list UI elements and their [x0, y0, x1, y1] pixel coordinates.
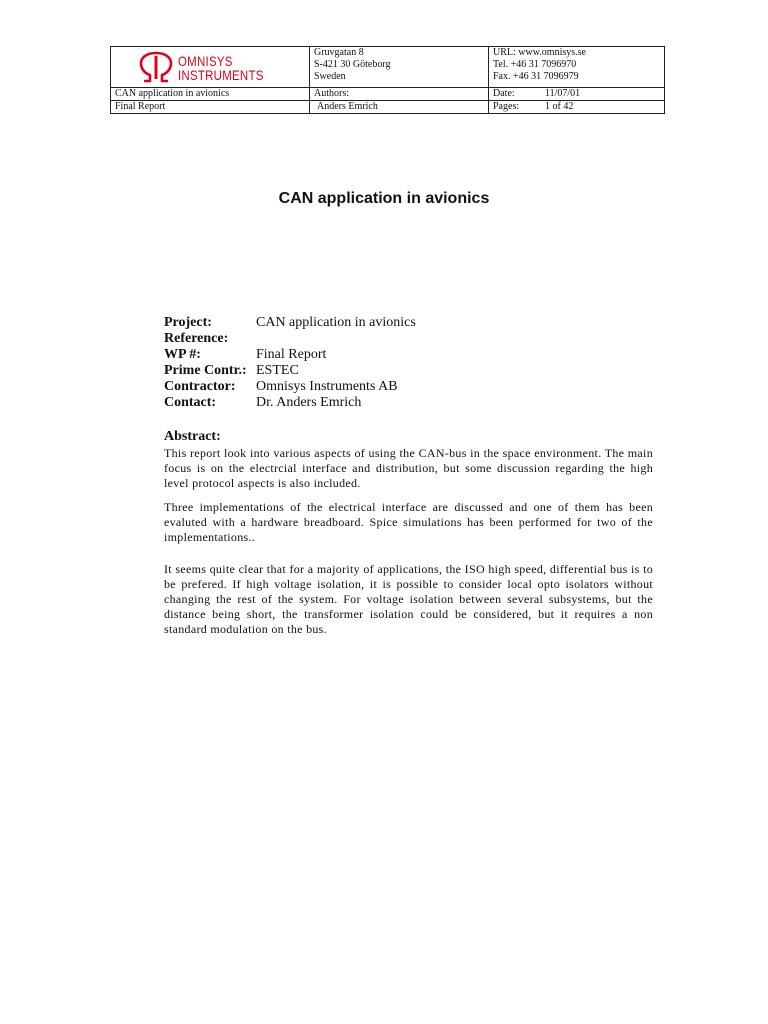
logo-wordmark — [178, 54, 264, 82]
meta-value: ESTEC — [256, 363, 299, 378]
pages-label: Pages: — [493, 101, 520, 112]
abstract-heading: Abstract: — [164, 429, 221, 444]
meta-row-wp — [164, 347, 416, 363]
meta-label: Project: — [164, 315, 212, 330]
doc-title-cell: CAN application in avionics — [111, 88, 310, 101]
meta-value: CAN application in avionics — [256, 315, 416, 330]
doc-type-cell: Final Report — [111, 101, 310, 114]
meta-row-contractor — [164, 379, 416, 395]
abstract-paragraph: It seems quite clear that for a majority of applications, the ISO high speed, differential bus is to be prefered. If high voltage isolation, it is possible to consider local opto isolators without changing the rest of the system. For voltage isolation between several subsystems, but the distance being short, the transformer isolation could be considered, but it requires a non standard modulation on the bus. — [164, 562, 653, 636]
meta-row-contact — [164, 395, 416, 411]
abstract-section — [164, 430, 653, 637]
address-country: Sweden — [314, 71, 346, 82]
address-cell — [310, 47, 489, 88]
date-cell — [489, 88, 665, 101]
abstract-paragraph: Three implementations of the electrical interface are discussed and one of them has been evaluted with a hardware breadboard. Spice simulations has been performed for two of the implementations.. — [164, 500, 653, 544]
meta-label: Contact: — [164, 395, 217, 410]
pages-value: 1 of 42 — [545, 101, 574, 112]
meta-value: Final Report — [256, 347, 327, 362]
meta-value: Dr. Anders Emrich — [256, 395, 362, 410]
document-title: CAN application in avionics — [278, 190, 490, 207]
address-street: Gruvgatan 8 — [314, 47, 364, 58]
authors-label-cell: Authors: — [310, 88, 489, 101]
logo-cell — [111, 47, 310, 88]
authors-value: Anders Emrich — [317, 101, 378, 112]
address-city: S-421 30 Göteborg — [314, 59, 391, 70]
url-text: URL: www.omnisys.se — [493, 47, 586, 58]
meta-row-reference — [164, 331, 416, 347]
meta-label: Reference: — [164, 331, 229, 346]
project-metadata — [164, 315, 416, 411]
omnisys-omega-icon — [137, 51, 175, 85]
meta-row-prime-contractor — [164, 363, 416, 379]
fax-text: Fax. +46 31 7096979 — [493, 71, 579, 82]
logo-line-2: INSTRUMENTS — [178, 67, 264, 83]
authors-value-cell — [310, 101, 489, 114]
meta-label: WP #: — [164, 347, 201, 362]
meta-value: Omnisys Instruments AB — [256, 379, 398, 394]
date-value: 11/07/01 — [545, 88, 581, 99]
logo-line-1: OMNISYS — [178, 53, 233, 69]
contact-cell — [489, 47, 665, 88]
tel-text: Tel. +46 31 7096970 — [493, 59, 577, 70]
pages-cell — [489, 101, 665, 114]
header-table — [110, 46, 664, 112]
meta-label: Contractor: — [164, 379, 236, 394]
abstract-paragraph: This report look into various aspects of using the CAN-bus in the space environment. The main focus is on the electrcial interface and distribution, but some discussion regarding the high level protocol aspects is also included. — [164, 446, 653, 490]
meta-label: Prime Contr.: — [164, 363, 247, 378]
meta-row-project — [164, 315, 416, 331]
omnisys-logo — [111, 49, 309, 87]
date-label: Date: — [493, 88, 515, 99]
